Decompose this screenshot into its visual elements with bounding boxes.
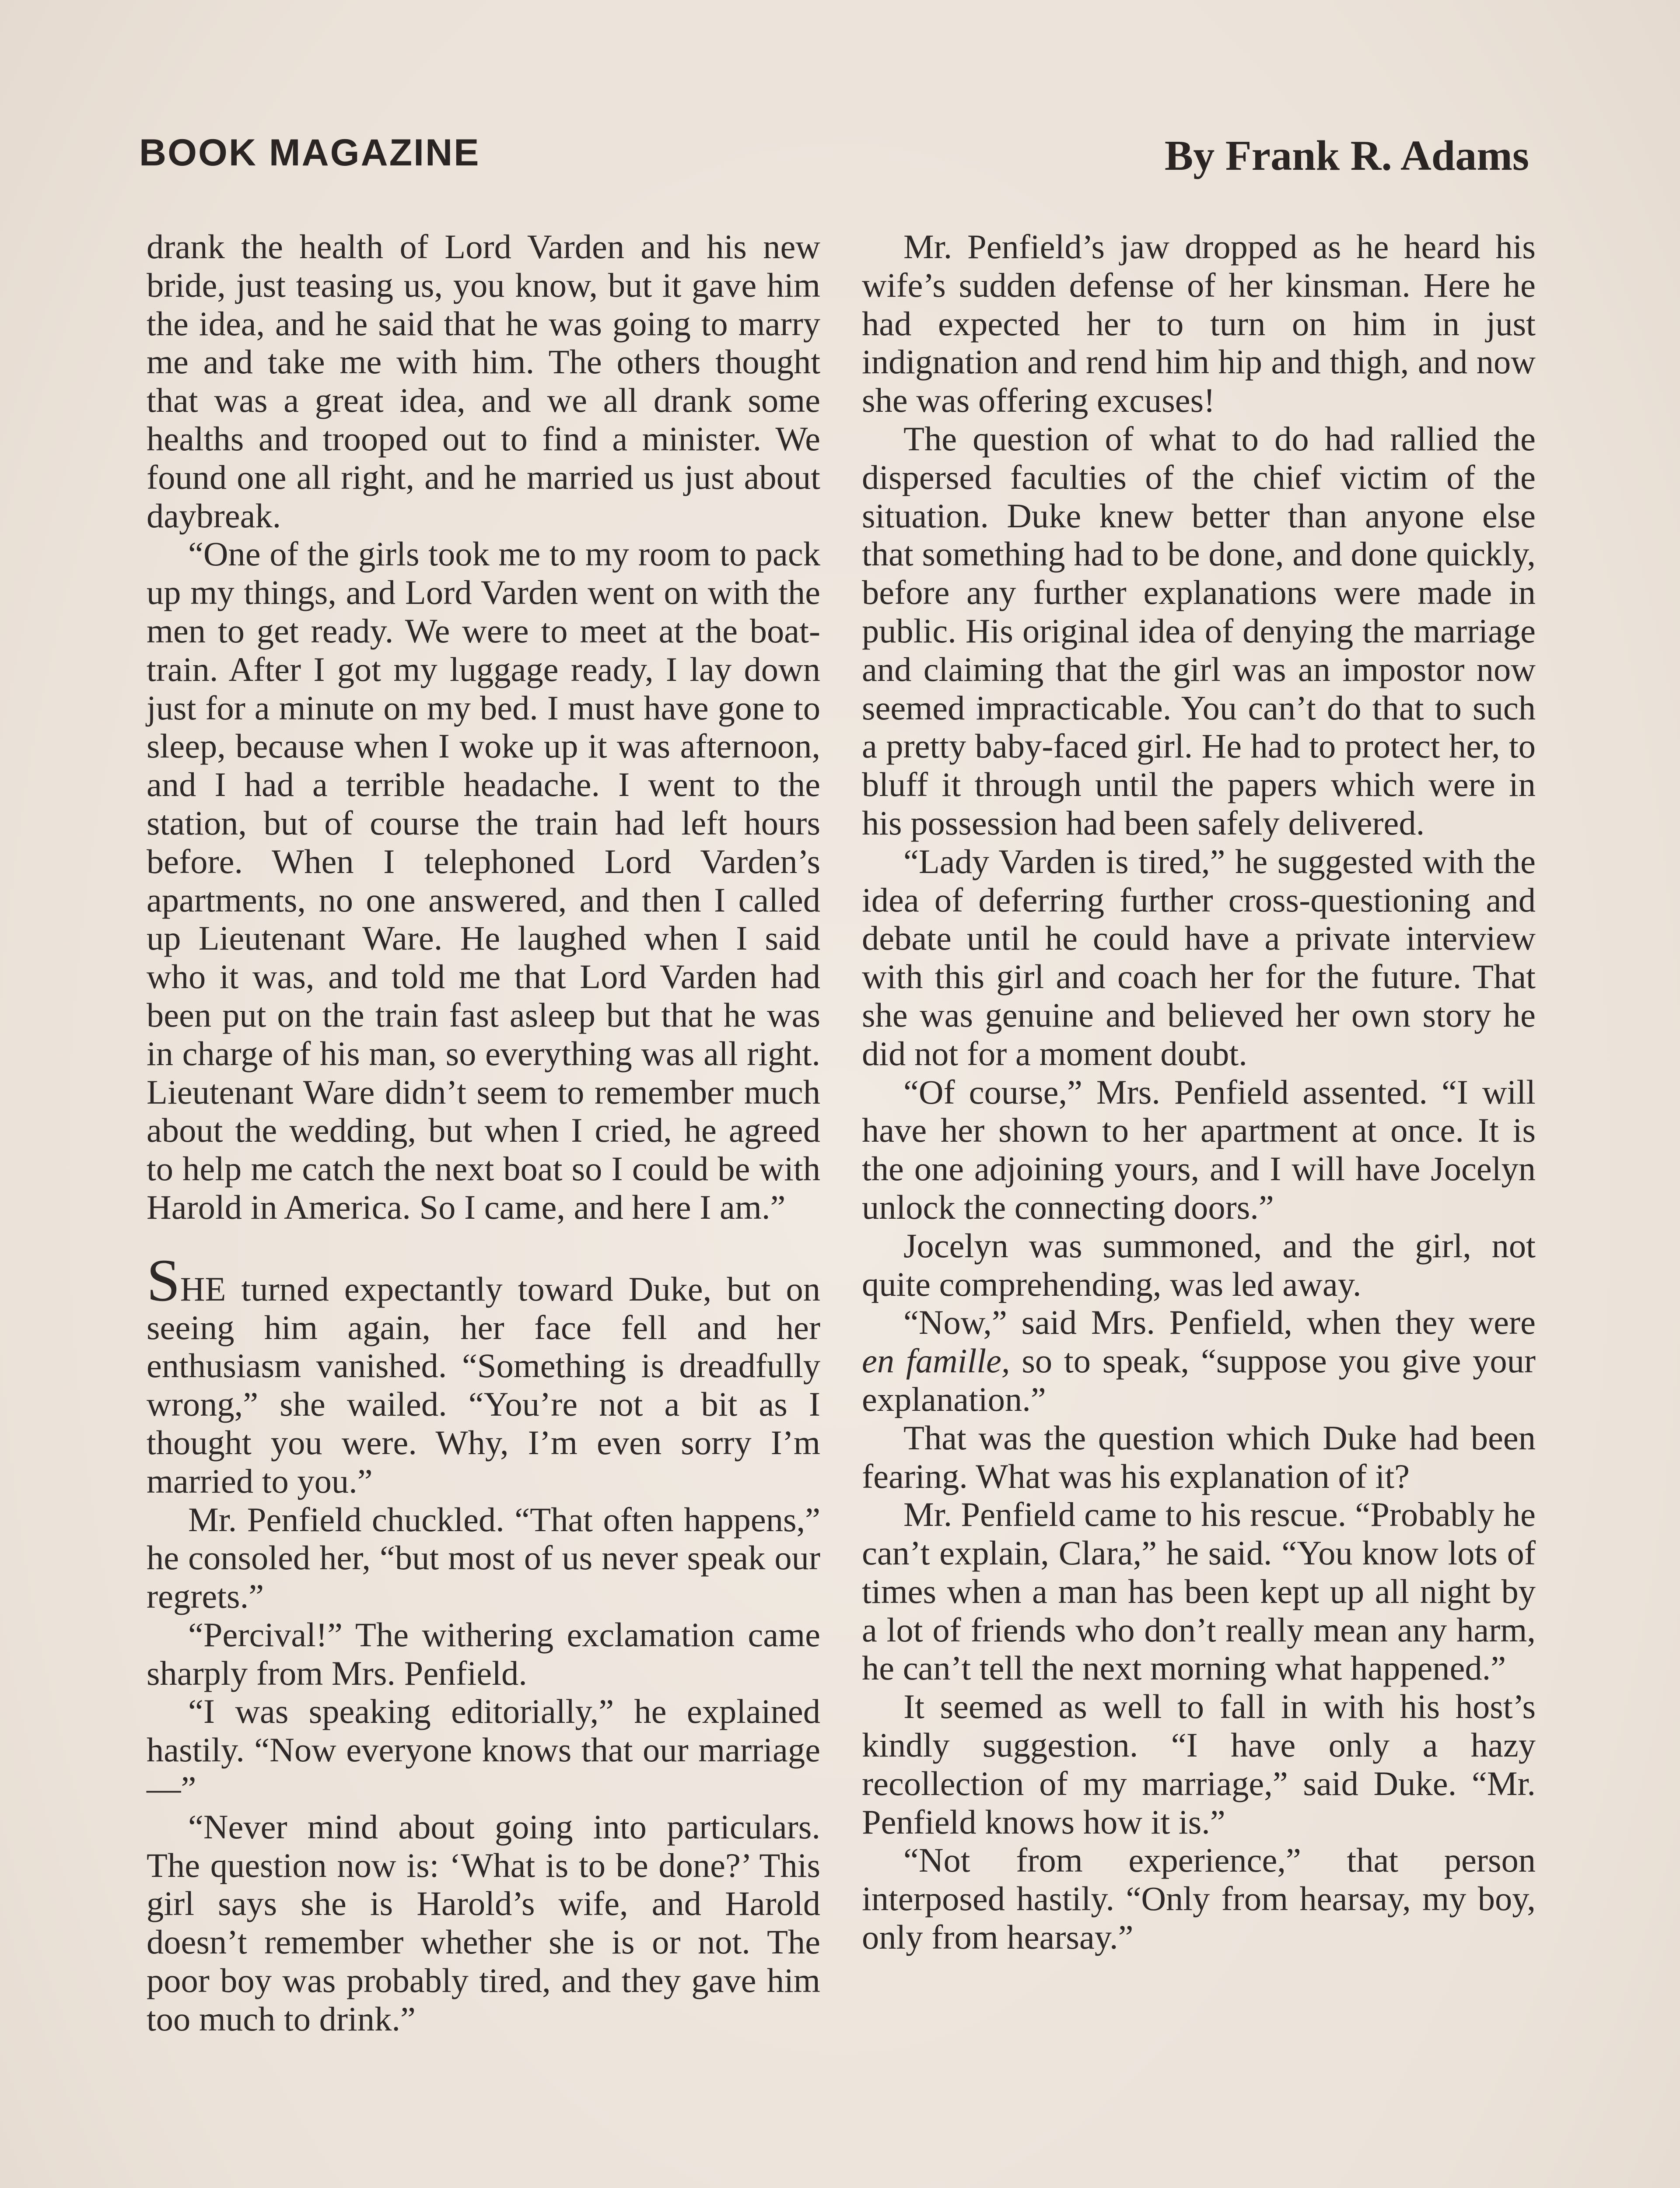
running-head-author: By Frank R. Adams bbox=[1164, 132, 1529, 179]
paragraph: “Lady Varden is tired,” he suggested with the idea of deferring further cross-questioning and debate until he could have a private interview with this girl and coach her for the future. That she was genuine and believed her own story he did not for a moment doubt. bbox=[862, 842, 1536, 1073]
small-caps-lead: HE bbox=[180, 1269, 226, 1308]
drop-cap: S bbox=[147, 1246, 180, 1314]
paragraph-text: turned expectantly toward Duke, but on seeing him again, her face fell and her enthusiasm vanished. “Something is dreadfully wrong,” she wailed. “You’re not a bit as I thought you were. Why, I’m even sorry I’m married to you.” bbox=[147, 1269, 820, 1500]
paragraph: “One of the girls took me to my room to pack up my things, and Lord Varden went on with the men to get ready. We were to meet at the boat-train. After I got my luggage ready, I lay down just for a minute on my bed. I must have gone to sleep, because when I woke up it was afternoon, and I had a terrible headache. I went to the station, but of course the train had left hours before. When I telephoned Lord Varden’s apartments, no one answered, and then I called up Lieutenant Ware. He laughed when I said who it was, and told me that Lord Varden had been put on the train fast asleep but that he was in charge of his man, so everything was all right. Lieutenant Ware didn’t seem to remember much about the wedding, but when I cried, he agreed to help me catch the next boat so I could be with Harold in America. So I came, and here I am.” bbox=[147, 535, 820, 1226]
left-column bbox=[147, 228, 820, 2038]
section-start-paragraph bbox=[147, 1246, 820, 1501]
paragraph: Mr. Penfield came to his rescue. “Probably he can’t explain, Clara,” he said. “You know lots of times when a man has been kept up all night by a lot of friends who don’t really mean any harm, he can’t tell the next morning what happened.” bbox=[862, 1495, 1536, 1687]
paragraph: “Not from experience,” that person interposed hastily. “Only from hearsay, my boy, only from hearsay.” bbox=[862, 1841, 1536, 1957]
paragraph: “Of course,” Mrs. Penfield assented. “I will have her shown to her apartment at once. It is the one adjoining yours, and I will have Jocelyn unlock the connecting doors.” bbox=[862, 1073, 1536, 1226]
paragraph: Jocelyn was summoned, and the girl, not quite comprehending, was led away. bbox=[862, 1226, 1536, 1303]
paragraph: drank the health of Lord Varden and his new bride, just teasing us, you know, but it gave him the idea, and he said that he was going to marry me and take me with him. The others thought that was a great idea, and we all drank some healths and trooped out to find a minister. We found one all right, and he married us just about daybreak. bbox=[147, 228, 820, 535]
paragraph-text: “Now,” said Mrs. Penfield, when they were bbox=[903, 1303, 1536, 1342]
paragraph: It seemed as well to fall in with his host’s kindly suggestion. “I have only a hazy recollection of my marriage,” said Duke. “Mr. Penfield knows how it is.” bbox=[862, 1687, 1536, 1841]
paragraph: That was the question which Duke had been fearing. What was his explanation of it? bbox=[862, 1418, 1536, 1495]
paragraph: Mr. Penfield chuckled. “That often happens,” he consoled her, “but most of us never speak our regrets.” bbox=[147, 1500, 820, 1616]
paragraph: “Percival!” The withering exclamation came sharply from Mrs. Penfield. bbox=[147, 1615, 820, 1692]
italic-phrase: en famille, bbox=[862, 1342, 1010, 1380]
paragraph: “Never mind about going into particulars. The question now is: ‘What is to be done?’ This girl says she is Harold’s wife, and Harold doesn’t remember whether she is or not. The poor boy was probably tired, and they gave him too much to drink.” bbox=[147, 1807, 820, 2038]
paragraph-text: so to speak, “suppose you give your explanation.” bbox=[862, 1342, 1536, 1418]
right-column bbox=[862, 228, 1536, 1957]
paragraph: Mr. Penfield’s jaw dropped as he heard his wife’s sudden defense of her kinsman. Here he had expected her to turn on him in just indignation and rend him hip and thigh, and now she was offering excuses! bbox=[862, 228, 1536, 420]
paragraph: The question of what to do had rallied the dispersed faculties of the chief victim of the situation. Duke knew better than anyone else that something had to be done, and done quickly, before any further explanations were made in public. His original idea of denying the marriage and claiming that the girl was an impostor now seemed impracticable. You can’t do that to such a pretty baby-faced girl. He had to protect her, to bluff it through until the papers which were in his possession had been safely delivered. bbox=[862, 419, 1536, 842]
paragraph: “I was speaking editorially,” he explained hastily. “Now everyone knows that our marriage—” bbox=[147, 1692, 820, 1808]
paragraph bbox=[862, 1303, 1536, 1418]
running-head-title: BOOK MAGAZINE bbox=[139, 132, 480, 174]
